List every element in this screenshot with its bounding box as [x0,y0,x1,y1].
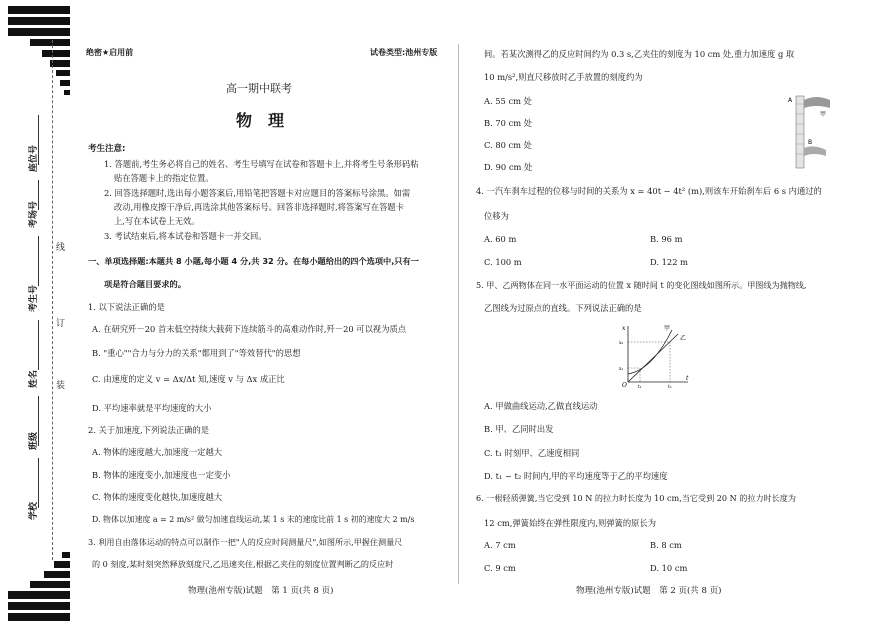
question-stem: 6. 一根轻质弹簧,当它受到 10 N 的拉力时长度为 10 cm,当它受到 20 N 的拉力时长度为 [476,493,796,503]
question-stem: 2. 关于加速度,下列说法正确的是 [88,425,210,435]
option: A. 55 cm 处 [484,96,532,106]
exam-title: 高一期中联考 [226,82,292,95]
option: D. t₁ ~ t₂ 时间内,甲的平均速度等于乙的平均速度 [484,471,668,481]
graph-label-t1: t₁ [638,385,642,388]
xt-graph [618,322,694,388]
option: C. 100 m [484,257,522,267]
notice-line: 3. 考试结束后,将本试卷和答题卡一并交回。 [104,231,267,241]
question-stem-cont: 12 cm,弹簧始终在弹性限度内,则弹簧的原长为 [484,518,657,528]
bind-char-order: 订 [56,319,66,329]
option: D. 10 cm [650,563,688,573]
question-stem-cont: 乙图线为过原点的直线。下列说法正确的是 [484,303,642,313]
graph-label-yi: 乙 [680,335,687,342]
subject-title: 物 理 [236,111,285,130]
question-stem: 3. 利用自由落体运动的特点可以制作一把"人的反应时间测量尺",如图所示,甲握住测量尺 [88,537,403,547]
graph-origin: O [622,382,627,388]
notice-line: 贴在答题卡上的指定位置。 [114,173,214,183]
option: B. 96 m [650,234,683,244]
exam-number-label: 考生号 [29,284,39,312]
option: D. 平均速率就是平均速度的大小 [92,403,212,413]
option: A. 甲做曲线运动,乙做直线运动 [484,401,598,411]
option: C. t₁ 时刻甲、乙速度相同 [484,448,580,458]
graph-label-x2: x₂ [619,341,624,346]
name-label: 姓名 [29,369,39,388]
seat-number-label: 座位号 [29,144,39,172]
question-stem-cont: 的 0 刻度,某时刻突然释放刻度尺,乙迅速夹住,根据乙夹住的刻度位置判断乙的反应时 [92,559,394,569]
secret-label: 绝密★启用前 [86,48,134,57]
graph-label-jia: 甲 [664,325,671,332]
option: D. 物体以加速度 a = 2 m/s² 做匀加速直线运动,某 1 s 末的速度比前 1 s 初的速度大 2 m/s [92,515,415,524]
binding-cut-line [52,40,53,560]
page-divider [458,44,459,584]
question-stem: 1. 以下说法正确的是 [88,302,165,312]
ruler-label-jia: 甲 [820,111,827,118]
option: A. 7 cm [484,540,516,550]
question-stem-cont: 位移为 [484,211,509,221]
question-stem: 5. 甲、乙两物体在同一水平面运动的位置 x 随时间 t 的变化图线如图所示。甲图线为抛物线, [476,280,807,290]
option: B. 物体的速度变小,加速度也一定变小 [92,470,231,480]
ruler-label-b: B [808,139,813,146]
section-heading-cont: 项是符合题目要求的。 [104,279,186,289]
graph-label-t2: t₂ [668,385,672,388]
option: B. "重心""合力与分力的关系"都用到了"等效替代"的思想 [92,348,301,358]
option: B. 8 cm [650,540,682,550]
option: A. 60 m [484,234,517,244]
notice-line: 改动,用橡皮擦干净后,再选涂其他答案标号。回答非选择题时,将答案写在答题卡 [114,202,405,212]
question-stem: 4. 一汽车刹车过程的位移与时间的关系为 x = 40t − 4t² (m),则该车开始刹车后 6 s 内通过的 [476,186,822,196]
notice-line: 上,写在本试卷上无效。 [114,216,200,226]
room-number-label: 考场号 [29,200,39,228]
bind-char-pack: 装 [56,381,66,391]
graph-axis-t: t [686,375,689,382]
option: C. 由速度的定义 v = Δx/Δt 知,速度 v 与 Δx 成正比 [92,374,285,384]
option: C. 物体的速度变化越快,加速度越大 [92,492,223,502]
graph-axis-x: x [622,325,626,332]
ruler-figure [786,92,834,172]
question-stem-cont: 间。若某次测得乙的反应时间约为 0.3 s,乙夹住的刻度为 10 cm 处,重力加速度 g 取 [484,49,795,59]
option: D. 122 m [650,257,688,267]
option: C. 80 cm 处 [484,140,532,150]
notice-line: 2. 回答选择题时,选出每小题答案后,用铅笔把答题卡对应题目的答案标号涂黑。如需 [104,188,411,198]
graph-label-x1: x₁ [619,367,624,372]
option: C. 9 cm [484,563,516,573]
section-heading: 一、单项选择题:本题共 8 小题,每小题 4 分,共 32 分。在每小题给出的四个选项中,只有一 [88,256,419,266]
exam-type-label: 试卷类型:池州专版 [370,48,438,57]
ruler-label-a: A [788,97,793,104]
class-label: 班级 [29,431,39,450]
option: D. 90 cm 处 [484,162,533,172]
notice-line: 1. 答题前,考生务必将自己的姓名、考生号填写在试卷和答题卡上,并将考生号条形码粘 [104,159,419,169]
option: A. 物体的速度越大,加速度一定越大 [92,447,223,457]
option: B. 70 cm 处 [484,118,533,128]
school-label: 学校 [29,501,39,520]
option: A. 在研究歼－20 首末低空持续大载荷下连续筋斗的高难动作时,歼－20 可以视为质点 [92,324,407,334]
footer-left: 物理(池州专版)试题 第 1 页(共 8 页) [188,586,334,596]
footer-right: 物理(池州专版)试题 第 2 页(共 8 页) [576,586,722,596]
notice-title: 考生注意: [88,144,126,154]
question-stem-cont: 10 m/s²,则直尺移放时乙手放置的刻度约为 [484,72,643,82]
bind-char-line: 线 [56,243,66,253]
option: B. 甲、乙同时出发 [484,424,554,434]
